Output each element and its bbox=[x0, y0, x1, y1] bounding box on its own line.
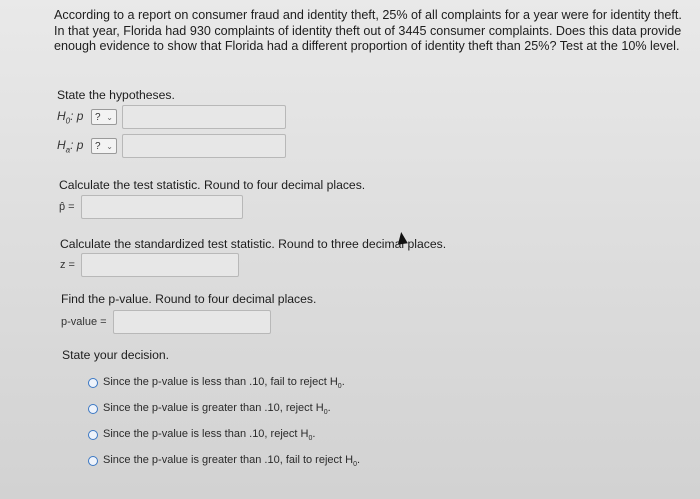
ha-operator-select[interactable] bbox=[91, 138, 117, 154]
radio-button[interactable] bbox=[88, 404, 98, 414]
decision-option-label: Since the p-value is less than .10, fail to reject $H_0$. bbox=[103, 376, 345, 391]
mouse-cursor-icon bbox=[396, 231, 408, 244]
decision-title: State your decision. bbox=[62, 348, 170, 362]
decision-option-label: Since the p-value is greater than .10, reject $H_0$. bbox=[103, 402, 331, 417]
pvalue-row bbox=[61, 310, 271, 334]
ha-label: $H_a$: p bbox=[57, 137, 84, 155]
chevron-down-icon: ⌄ bbox=[106, 141, 113, 151]
h0-row bbox=[57, 105, 286, 129]
ha-value-input[interactable] bbox=[122, 134, 286, 158]
decision-option-1[interactable] bbox=[88, 376, 345, 390]
ha-row bbox=[57, 134, 286, 158]
pvalue-label: p-value = bbox=[61, 316, 107, 328]
ha-select-value: ? bbox=[95, 140, 101, 152]
z-input[interactable] bbox=[81, 253, 239, 277]
z-row bbox=[60, 253, 239, 277]
h0-value-input[interactable] bbox=[122, 105, 286, 129]
hypotheses-title: State the hypotheses. bbox=[57, 88, 175, 102]
radio-button[interactable] bbox=[88, 378, 98, 388]
decision-option-2[interactable] bbox=[88, 402, 331, 416]
h0-select-value: ? bbox=[95, 111, 101, 123]
p-hat-input[interactable] bbox=[81, 195, 243, 219]
radio-button[interactable] bbox=[88, 430, 98, 440]
pvalue-title: Find the p-value. Round to four decimal places. bbox=[61, 292, 317, 306]
h0-label: $H_0$: p bbox=[57, 108, 84, 126]
p-hat-label: p̂ = bbox=[59, 201, 75, 213]
radio-button[interactable] bbox=[88, 456, 98, 466]
p-hat-row bbox=[59, 195, 243, 219]
decision-option-3[interactable] bbox=[88, 428, 315, 442]
chevron-down-icon: ⌄ bbox=[106, 112, 113, 122]
pvalue-input[interactable] bbox=[113, 310, 271, 334]
test-statistic-title: Calculate the test statistic. Round to four decimal places. bbox=[59, 178, 366, 192]
z-label: z = bbox=[60, 259, 75, 271]
decision-option-label: Since the p-value is greater than .10, fail to reject $H_0$. bbox=[103, 454, 361, 469]
decision-option-4[interactable] bbox=[88, 454, 360, 468]
question-text: According to a report on consumer fraud and identity theft, 25% of all complaints for a year were for identity theft. In that year, Florida had 930 complaints of identity theft out of 3445 consumer complaints. Does this data provide enough evidence to show that Florida had a different proportion of identity theft than 25%? Test at the 10% level. bbox=[54, 8, 682, 53]
decision-option-label: Since the p-value is less than .10, reject $H_0$. bbox=[103, 428, 316, 443]
standardized-title: Calculate the standardized test statistic. Round to three decimal places. bbox=[60, 237, 447, 251]
h0-operator-select[interactable] bbox=[91, 109, 117, 125]
